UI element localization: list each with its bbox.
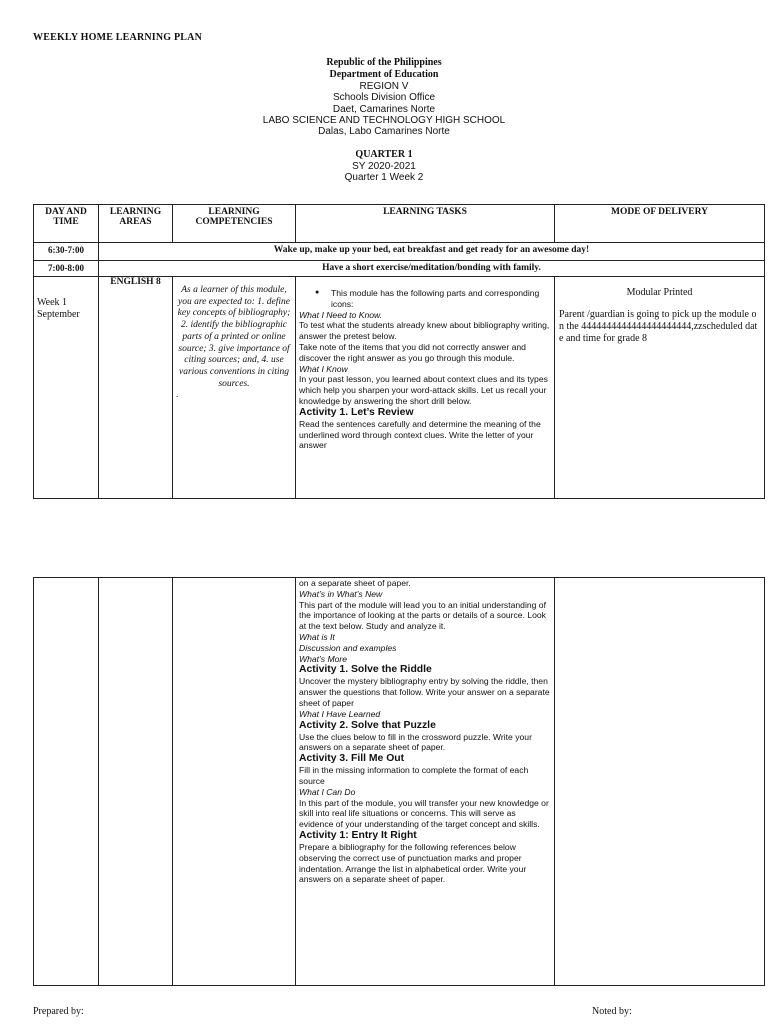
- header-division: Schools Division Office: [332, 92, 436, 103]
- task-paragraph: Take note of the items that you did not correctly answer and discover the right answer as you go through this module.: [299, 341, 526, 363]
- schedule-time: 7:00-8:00: [34, 261, 99, 277]
- lesson-row-continued: [34, 578, 765, 986]
- header-week: Quarter 1 Week 2: [344, 172, 424, 183]
- header-quarter: QUARTER 1: [355, 149, 413, 160]
- table-header-row: [34, 205, 765, 243]
- competencies-text: As a learner of this module, you are expected to: 1. define key concepts of bibliography; 2. identify the bibliographic parts of a printed or online source; 3. give importance of citing sources; and, 4. use various conventions in citing sources.: [177, 285, 291, 389]
- schedule-time: 6:30-7:00: [34, 243, 99, 261]
- task-paragraph: Read the sentences carefully and determine the meaning of the underlined word through context clues. Write the letter of your answer: [299, 418, 541, 451]
- task-paragraph: Prepare a bibliography for the following references below observing the correct use of punctuation marks and proper indentation. Arrange the list in alphabetical order. Write your answers on a separate sheet of paper.: [299, 841, 527, 885]
- schedule-note: Wake up, make up your bed, eat breakfast and get ready for an awesome day!: [99, 243, 765, 261]
- lesson-row: [34, 277, 765, 499]
- header-region: REGION V: [359, 81, 409, 92]
- noted-by-label: Noted by:: [592, 1006, 632, 1017]
- column-header-mode-of-delivery: MODE OF DELIVERY: [555, 205, 765, 243]
- day-time-cell: [34, 578, 99, 986]
- activity-title: Activity 1. Solve the Riddle: [299, 664, 432, 676]
- schedule-note: Have a short exercise/meditation/bonding with family.: [99, 261, 765, 277]
- learning-tasks-cell: [296, 578, 555, 986]
- column-header-learning-competencies: LEARNING COMPETENCIES: [173, 205, 296, 243]
- task-bullet: ● This module has the following parts and corresponding icons:: [299, 288, 551, 310]
- mode-of-delivery-cell: [555, 578, 765, 986]
- task-heading: What I Need to Know.: [299, 309, 383, 320]
- task-paragraph: Use the clues below to fill in the crossword puzzle. Write your answers on a separate sheet of paper.: [299, 731, 532, 753]
- learning-plan-table: [33, 204, 765, 499]
- learning-area-cell: [99, 578, 173, 986]
- task-heading: What is It: [299, 631, 335, 642]
- column-header-learning-areas: LEARNING AREAS: [99, 205, 173, 243]
- task-paragraph: Fill in the missing information to complete the format of each source: [299, 765, 529, 786]
- task-heading: What I Have Learned: [299, 708, 381, 719]
- column-header-day-time: DAY AND TIME: [34, 205, 99, 243]
- column-header-learning-tasks: LEARNING TASKS: [296, 205, 555, 243]
- mode-title: Modular Printed: [626, 287, 693, 298]
- task-heading: What I Can Do: [299, 786, 356, 797]
- activity-title: Activity 1. Let’s Review: [299, 406, 414, 418]
- prepared-by-label: Prepared by:: [33, 1006, 84, 1017]
- stray-dot: .: [176, 390, 179, 401]
- activity-title: Activity 2. Solve that Puzzle: [299, 719, 436, 731]
- learning-area-cell: ENGLISH 8: [99, 277, 173, 499]
- task-heading: What’s More: [299, 653, 348, 664]
- activity-title: Activity 3. Fill Me Out: [299, 753, 405, 765]
- document-title: WEEKLY HOME LEARNING PLAN: [33, 32, 203, 43]
- day-time-cell: Week 1 September: [34, 277, 99, 499]
- learning-plan-table-continued: [33, 577, 765, 986]
- mode-description: Parent /guardian is going to pick up the module on the 4444444444444444444444,zzscheduled date and time for grade 8: [559, 309, 758, 344]
- task-heading: What I Know: [299, 363, 348, 374]
- task-heading: What’s in What’s New: [299, 588, 383, 599]
- task-heading: Discussion and examples: [299, 642, 397, 653]
- header-school-year: SY 2020-2021: [352, 161, 416, 172]
- schedule-row: [34, 261, 765, 277]
- header-school: LABO SCIENCE AND TECHNOLOGY HIGH SCHOOL: [262, 115, 506, 126]
- header-republic: Republic of the Philippines: [326, 57, 442, 68]
- header-department: Department of Education: [329, 69, 439, 80]
- schedule-row: [34, 243, 765, 261]
- task-paragraph: In your past lesson, you learned about context clues and its types which help you sharpen your word-attack skills. Let us recall your knowledge by answering the short drill below.: [299, 374, 548, 406]
- learning-tasks-cell: [296, 277, 555, 499]
- mode-of-delivery-cell: [555, 277, 765, 499]
- competencies-cell: [173, 277, 296, 499]
- header-location: Daet, Camarines Norte: [332, 104, 436, 115]
- header-address: Dalas, Labo Camarines Norte: [318, 126, 450, 137]
- competencies-cell: [173, 578, 296, 986]
- task-paragraph: on a separate sheet of paper.: [299, 578, 411, 588]
- activity-title: Activity 1: Entry It Right: [299, 829, 417, 841]
- task-paragraph: In this part of the module, you will transfer your new knowledge or skill into real life situations or concerns. This will serve as evidence of your understanding of the target concept and skills.: [299, 797, 549, 830]
- task-paragraph: Uncover the mystery bibliography entry by solving the riddle, then answer the questions that follow. Write your answer on a separate sheet of paper: [299, 676, 550, 708]
- task-paragraph: To test what the students already knew about bibliography writing, answer the pretest below.: [299, 320, 550, 342]
- task-paragraph: This part of the module will lead you to an initial understanding of the importance of looking at the parts or details of a source. Look at the text below. Study and analyze it.: [299, 599, 546, 632]
